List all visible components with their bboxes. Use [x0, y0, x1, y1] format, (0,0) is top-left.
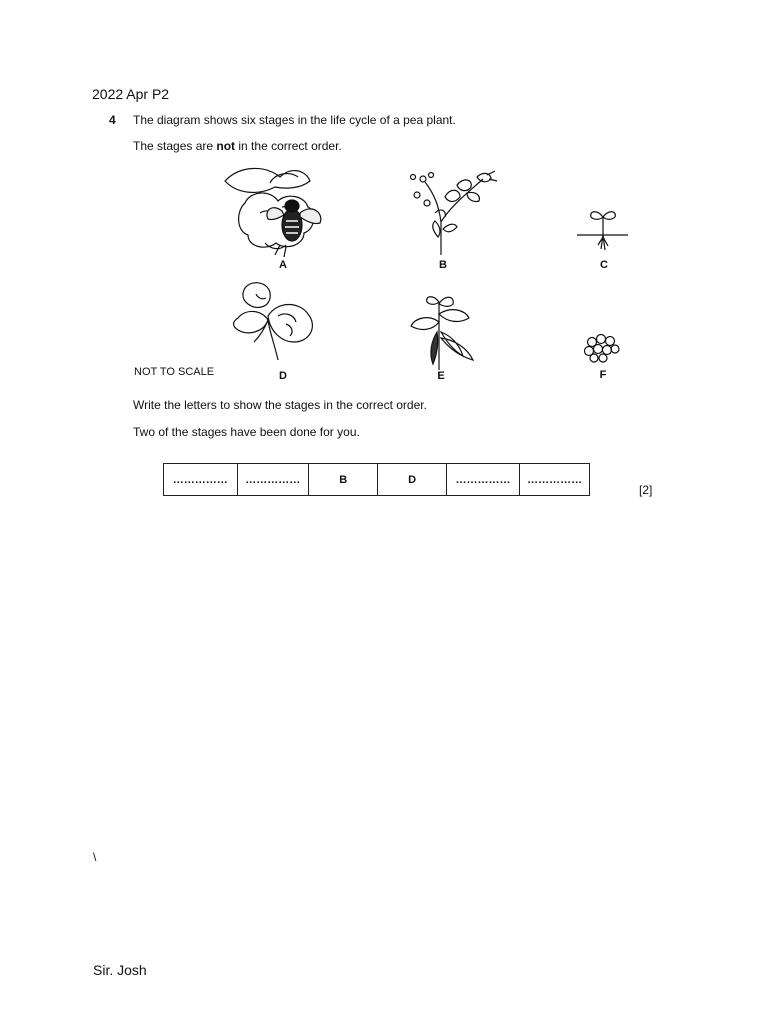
instruction-text: Write the letters to show the stages in the correct order.: [133, 398, 427, 412]
seeds-icon: [582, 332, 622, 381]
pea-pods-icon: [403, 292, 483, 382]
stray-mark: \: [93, 850, 97, 864]
figure-label: C: [600, 259, 608, 271]
answer-cell-1[interactable]: ……………: [164, 464, 238, 496]
question-text: The diagram shows six stages in the life cycle of a pea plant.: [133, 113, 456, 127]
answer-table: [163, 463, 590, 496]
flowering-stem-icon: [405, 167, 500, 271]
figure-label: A: [279, 259, 287, 271]
page-header: 2022 Apr P2: [92, 86, 170, 102]
footer-author: Sir. Josh: [93, 962, 147, 978]
figure-label: B: [439, 259, 447, 271]
answer-row: [164, 464, 590, 496]
answer-cell-4: D: [378, 464, 446, 496]
figure-label: D: [279, 370, 287, 382]
note-suffix: in the correct order.: [235, 139, 342, 153]
note-prefix: The stages are: [133, 139, 217, 153]
answer-cell-5[interactable]: ……………: [446, 464, 520, 496]
note-emphasis: not: [216, 139, 236, 153]
pea-flower-icon: [228, 280, 323, 382]
figure-label: E: [437, 370, 445, 382]
scale-note: NOT TO SCALE: [134, 366, 215, 378]
answer-cell-6[interactable]: ……………: [520, 464, 590, 496]
bee-on-flower-icon: [220, 163, 330, 271]
answer-cell-3: B: [309, 464, 378, 496]
answer-cell-2[interactable]: ……………: [237, 464, 309, 496]
figure-label: F: [599, 369, 607, 381]
seedling-icon: [575, 205, 630, 271]
instruction-note: Two of the stages have been done for you.: [133, 425, 360, 439]
question-number: 4: [109, 113, 116, 127]
marks-label: [2]: [639, 483, 653, 497]
question-note: [133, 139, 342, 153]
